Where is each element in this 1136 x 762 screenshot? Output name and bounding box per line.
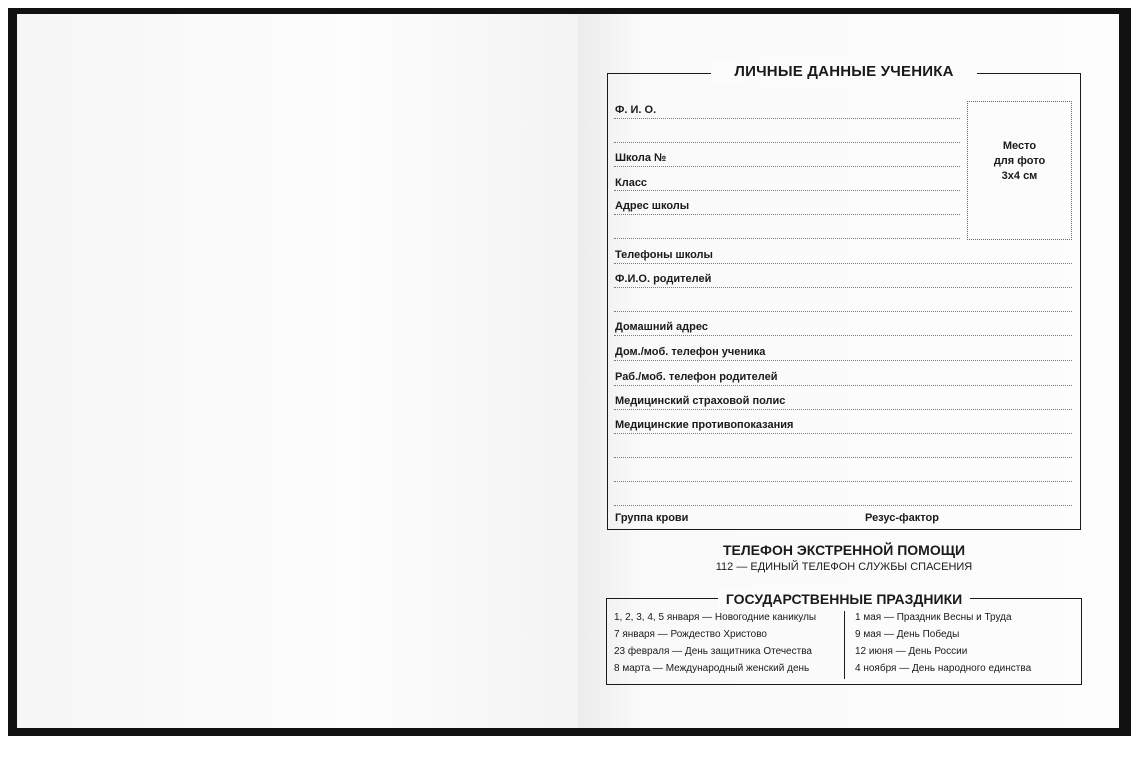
field-label-insurance: Медицинский страховой полис xyxy=(615,395,786,407)
fill-line[interactable] xyxy=(614,335,1072,336)
holiday-item: 1 мая — Праздник Весны и Труда xyxy=(855,612,1012,623)
fill-line[interactable] xyxy=(614,409,1072,410)
fill-line[interactable] xyxy=(614,311,1072,312)
field-label-school-address: Адрес школы xyxy=(615,200,690,212)
fill-line[interactable] xyxy=(614,457,1072,458)
fill-line[interactable] xyxy=(614,385,1072,386)
fill-line[interactable] xyxy=(614,118,960,119)
fill-line[interactable] xyxy=(614,142,960,143)
holiday-item: 12 июня — День России xyxy=(855,646,968,657)
holidays-title: ГОСУДАРСТВЕННЫЕ ПРАЗДНИКИ xyxy=(718,589,970,609)
field-label-fio: Ф. И. О. xyxy=(615,104,657,116)
holidays-divider xyxy=(844,611,845,679)
holiday-item: 7 января — Рождество Христово xyxy=(614,629,767,640)
fill-line[interactable] xyxy=(614,505,1072,506)
field-label-school: Школа № xyxy=(615,152,667,164)
holiday-item: 23 февраля — День защитника Отечества xyxy=(614,646,812,657)
personal-data-title: ЛИЧНЫЕ ДАННЫЕ УЧЕНИКА xyxy=(711,62,977,82)
fill-line[interactable] xyxy=(614,214,960,215)
fill-line[interactable] xyxy=(614,360,1072,361)
fill-line[interactable] xyxy=(614,481,1072,482)
field-label-rh-factor: Резус-фактор xyxy=(865,512,939,524)
holiday-item: 8 марта — Международный женский день xyxy=(614,663,810,674)
field-label-contraindications: Медицинские противопоказания xyxy=(615,419,794,431)
emergency-subtitle: 112 — ЕДИНЫЙ ТЕЛЕФОН СЛУЖБЫ СПАСЕНИЯ xyxy=(715,561,973,573)
fill-line[interactable] xyxy=(614,287,1072,288)
holiday-item: 9 мая — День Победы xyxy=(855,629,960,640)
field-label-blood-group: Группа крови xyxy=(615,512,689,524)
field-label-home-address: Домашний адрес xyxy=(615,321,708,333)
emergency-title: ТЕЛЕФОН ЭКСТРЕННОЙ ПОМОЩИ xyxy=(722,542,966,558)
field-label-class: Класс xyxy=(615,177,648,189)
photo-placeholder-text: Место для фото 3х4 см xyxy=(993,140,1046,182)
left-blank-page xyxy=(17,14,578,728)
fill-line[interactable] xyxy=(614,433,1072,434)
field-label-parents-phone: Раб./моб. телефон родителей xyxy=(615,371,778,383)
fill-line[interactable] xyxy=(614,190,960,191)
holiday-item: 4 ноября — День народного единства xyxy=(855,663,1032,674)
field-label-student-phone: Дом./моб. телефон ученика xyxy=(615,346,766,358)
fill-line[interactable] xyxy=(614,263,1072,264)
field-label-parents: Ф.И.О. родителей xyxy=(615,273,712,285)
field-label-school-phones: Телефоны школы xyxy=(615,249,713,261)
holiday-item: 1, 2, 3, 4, 5 января — Новогодние каникулы xyxy=(614,612,817,623)
fill-line[interactable] xyxy=(614,238,960,239)
fill-line[interactable] xyxy=(614,166,960,167)
photo-placeholder xyxy=(967,101,1072,240)
